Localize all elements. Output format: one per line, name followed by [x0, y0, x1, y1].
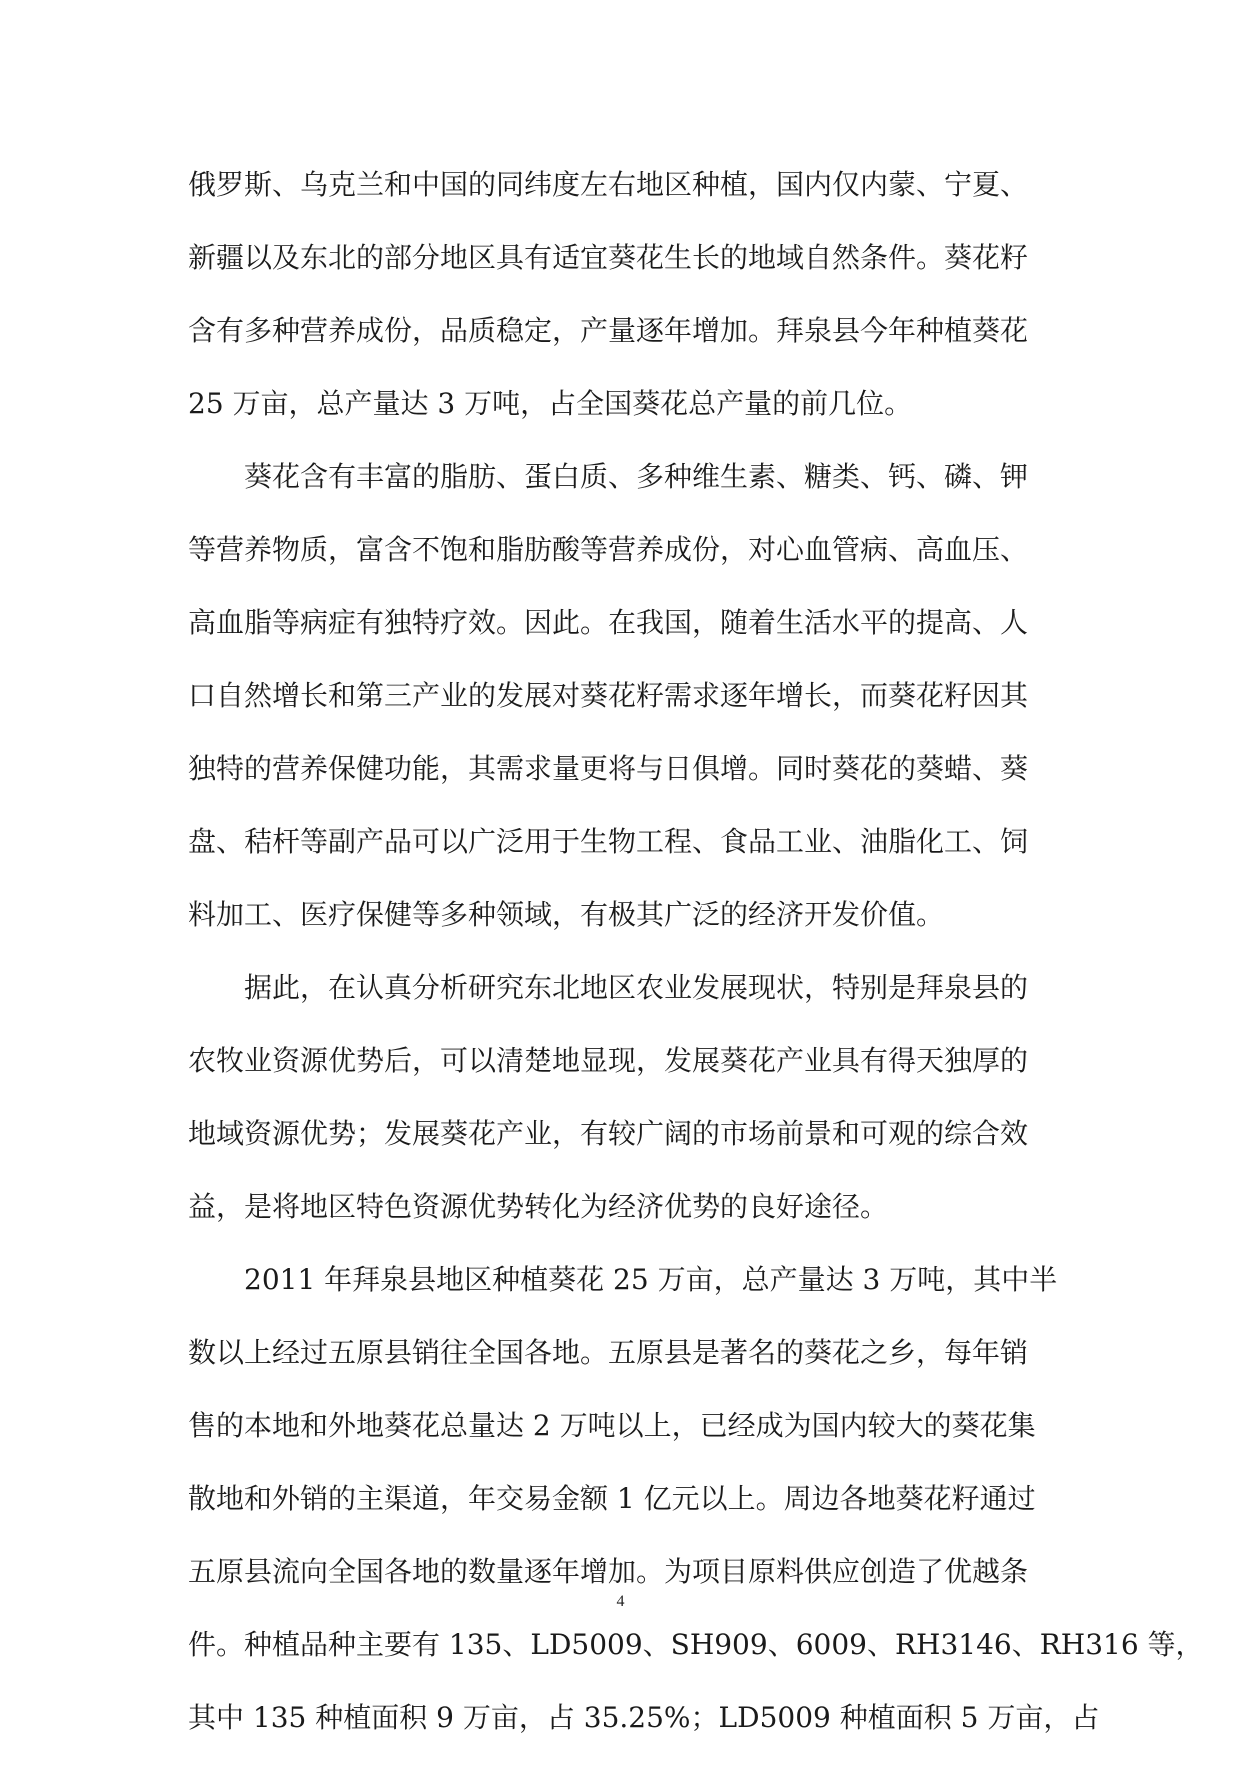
text-line: 含有多种营养成份，品质稳定，产量逐年增加。拜泉县今年种植葵花: [188, 314, 1029, 347]
text-line: 五原县流向全国各地的数量逐年增加。为项目原料供应创造了优越条: [188, 1555, 1029, 1588]
text-line: 地域资源优势；发展葵花产业，有较广阔的市场前景和可观的综合效: [188, 1117, 1029, 1150]
text-line: 据此，在认真分析研究东北地区农业发展现状，特别是拜泉县的: [188, 971, 1029, 1004]
text-line: 口自然增长和第三产业的发展对葵花籽需求逐年增长，而葵花籽因其: [188, 679, 1029, 712]
text-line: 料加工、医疗保健等多种领域，有极其广泛的经济开发价值。: [188, 898, 945, 931]
text-line: 数以上经过五原县销往全国各地。五原县是著名的葵花之乡，每年销: [188, 1336, 1029, 1369]
text-line: 件。种植品种主要有 135、LD5009、SH909、6009、RH3146、RH316 等，: [188, 1628, 1204, 1661]
text-line: 葵花含有丰富的脂肪、蛋白质、多种维生素、糖类、钙、磷、钾: [188, 460, 1029, 493]
text-line: 高血脂等病症有独特疗效。因此。在我国，随着生活水平的提高、人: [188, 606, 1029, 639]
text-line: 等营养物质，富含不饱和脂肪酸等营养成份，对心血管病、高血压、: [188, 533, 1029, 566]
text-line: 新疆以及东北的部分地区具有适宜葵花生长的地域自然条件。葵花籽: [188, 241, 1029, 274]
text-line: 售的本地和外地葵花总量达 2 万吨以上，已经成为国内较大的葵花集: [188, 1409, 1036, 1442]
text-line: 散地和外销的主渠道，年交易金额 1 亿元以上。周边各地葵花籽通过: [188, 1482, 1036, 1515]
text-line: 俄罗斯、乌克兰和中国的同纬度左右地区种植，国内仅内蒙、宁夏、: [188, 168, 1029, 201]
text-line: 25 万亩，总产量达 3 万吨，占全国葵花总产量的前几位。: [188, 387, 913, 420]
text-line: 益，是将地区特色资源优势转化为经济优势的良好途径。: [188, 1190, 889, 1223]
text-line: 其中 135 种植面积 9 万亩，占 35.25%；LD5009 种植面积 5 万亩，占: [188, 1701, 1100, 1734]
text-line: 2011 年拜泉县地区种植葵花 25 万亩，总产量达 3 万吨，其中半: [188, 1263, 1058, 1296]
page-number: 4: [616, 1593, 625, 1610]
text-line: 盘、秸杆等副产品可以广泛用于生物工程、食品工业、油脂化工、饲: [188, 825, 1029, 858]
body-text: [188, 165, 1204, 1771]
text-line: 农牧业资源优势后，可以清楚地显现，发展葵花产业具有得天独厚的: [188, 1044, 1029, 1077]
text-line: 独特的营养保健功能，其需求量更将与日俱增。同时葵花的葵蜡、葵: [188, 752, 1029, 785]
